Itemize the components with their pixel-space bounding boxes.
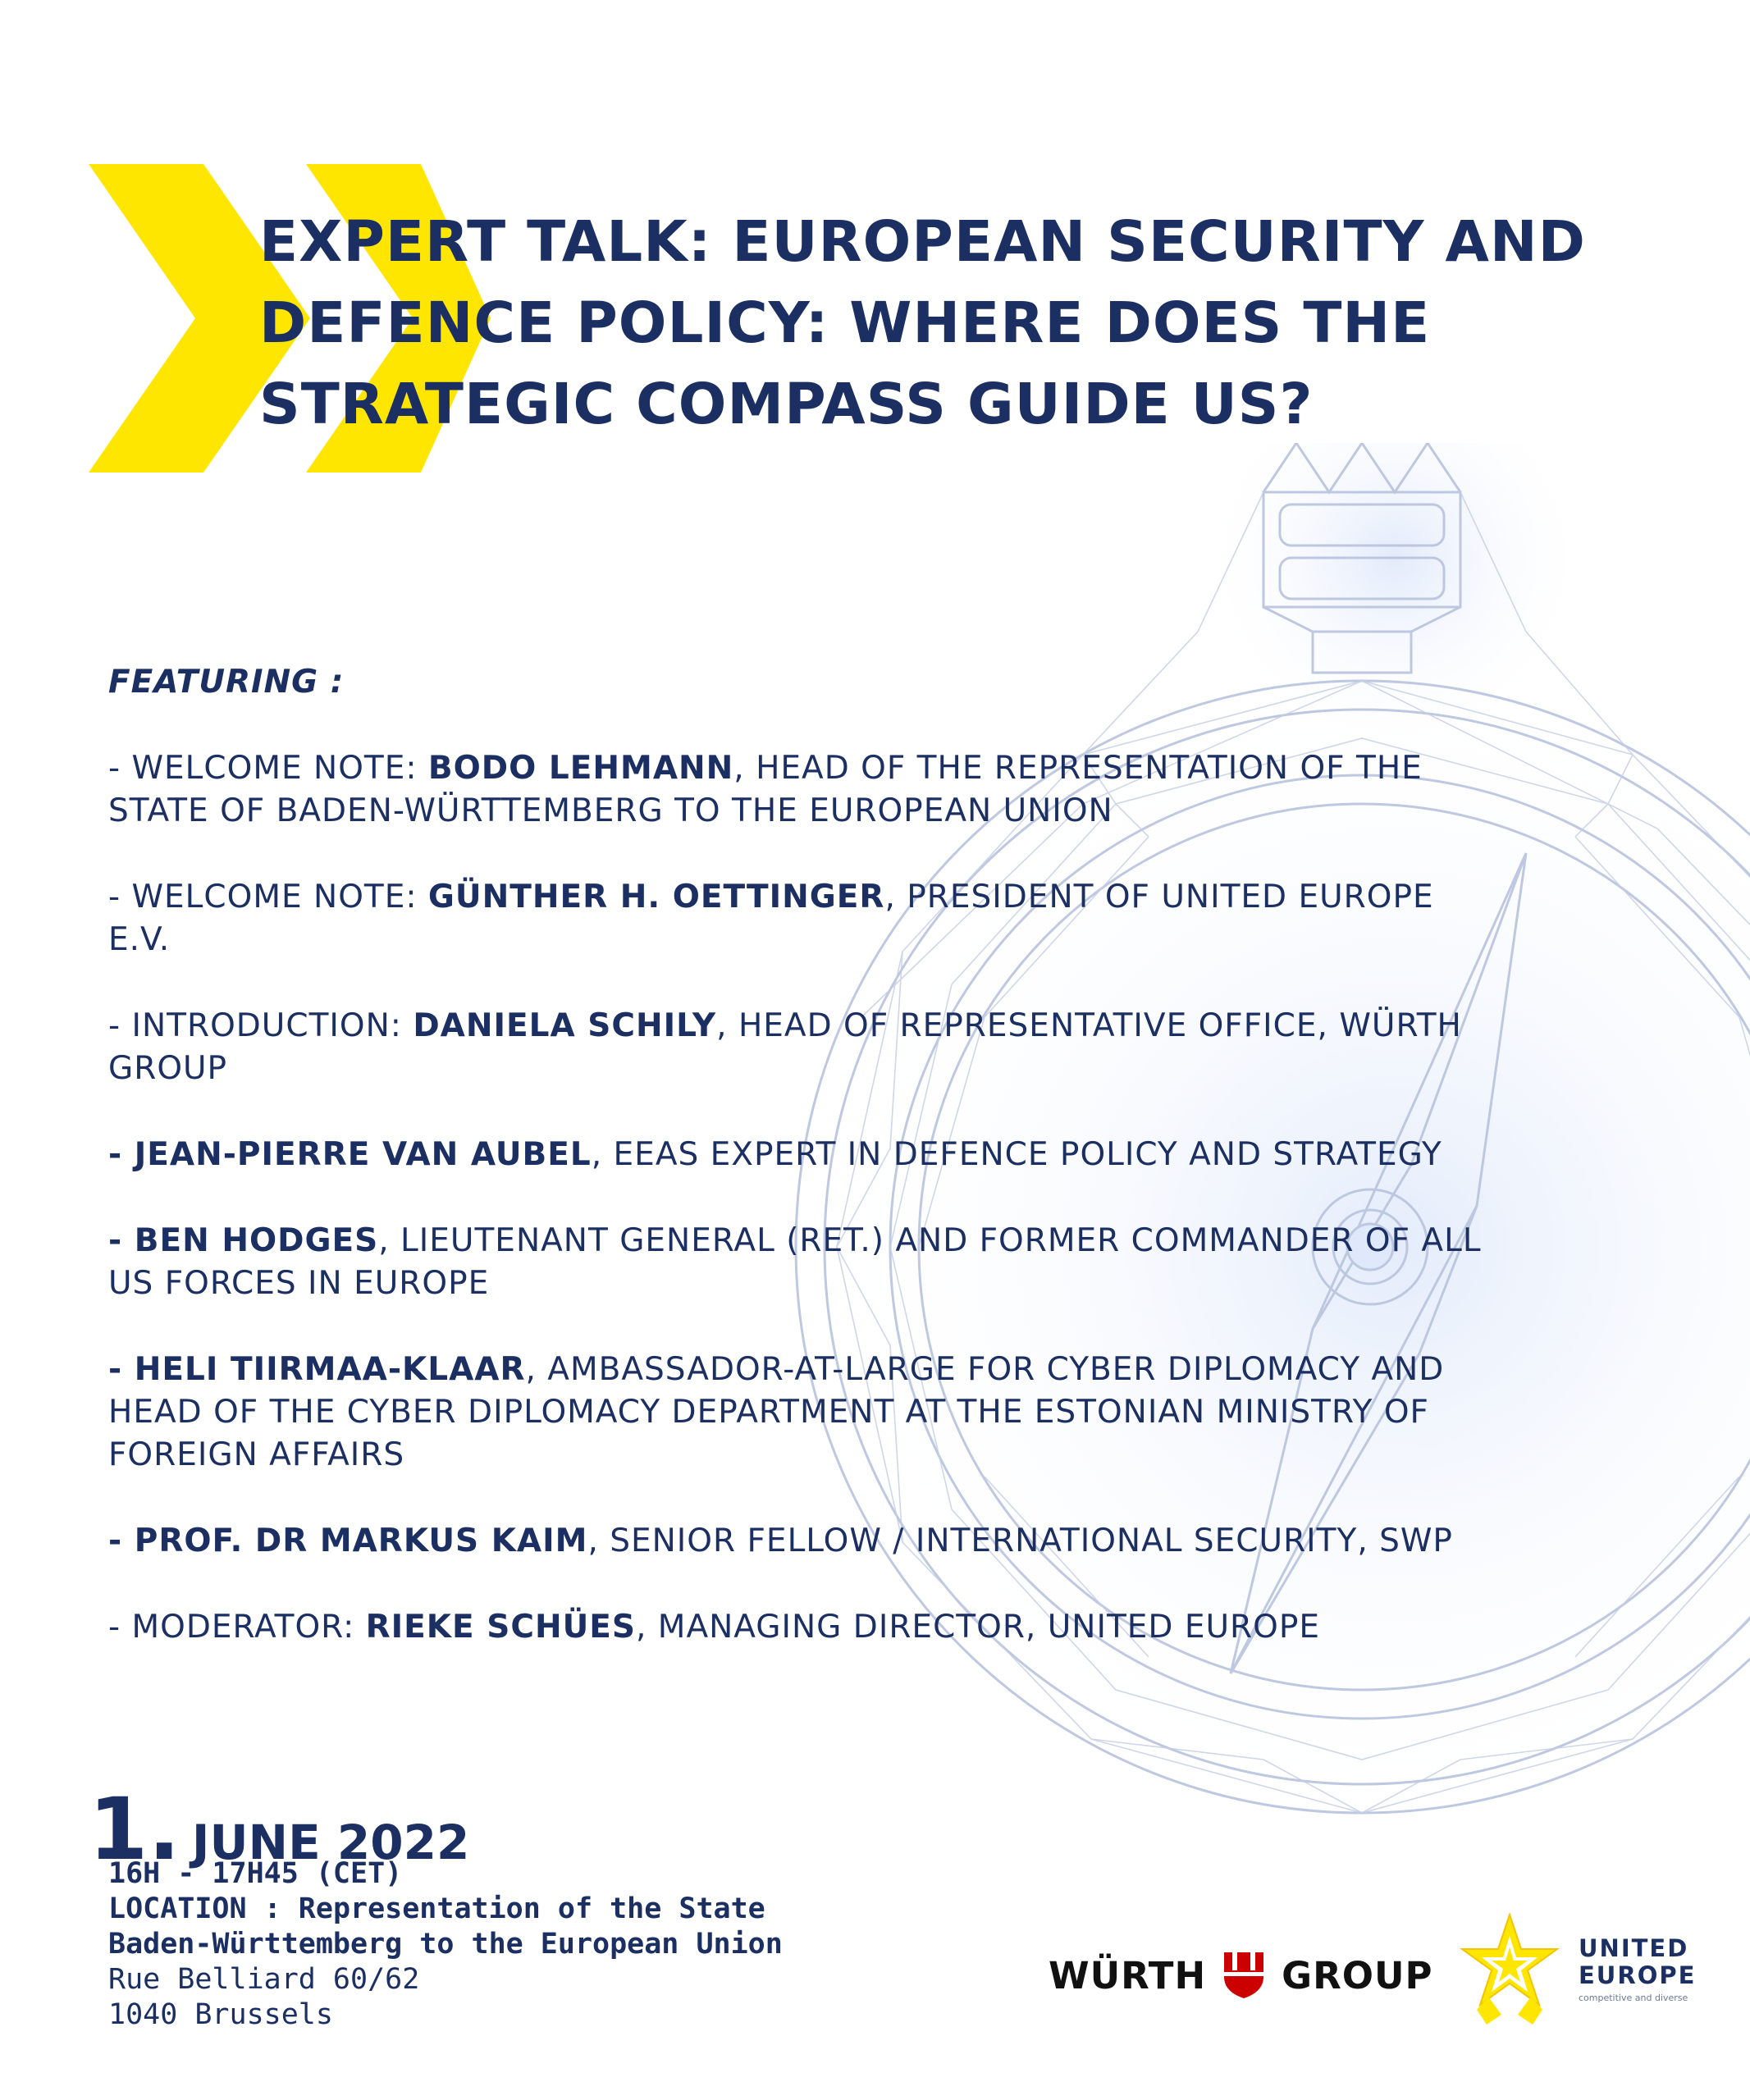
- item-description: , PRESIDENT OF UNITED EUROPE E.V.: [108, 879, 1434, 958]
- ue-tagline: competitive and diverse: [1579, 1992, 1688, 2003]
- location-venue-1: Representation of the State: [298, 1892, 765, 1925]
- location-city: 1040 Brussels: [108, 1998, 333, 2031]
- location-street: Rue Belliard 60/62: [108, 1963, 420, 1996]
- location-venue-2: Baden-Württemberg to the European Union: [108, 1928, 783, 1961]
- item-speaker-name: DANIELA SCHILY: [413, 1007, 717, 1044]
- list-item: [108, 1220, 1487, 1305]
- list-item: [108, 747, 1487, 833]
- title-line-2: DEFENCE POLICY: WHERE DOES THE: [259, 290, 1431, 356]
- event-time: 16H - 17H45 (CET): [108, 1857, 403, 1890]
- event-details: [108, 1856, 783, 2033]
- item-speaker-name: RIEKE SCHÜES: [365, 1609, 636, 1646]
- ue-logo-line-1: UNITED: [1579, 1933, 1689, 1962]
- item-speaker-name: - PROF. DR MARKUS KAIM: [108, 1522, 588, 1559]
- list-item: [108, 1134, 1487, 1176]
- location-label: LOCATION: [108, 1892, 247, 1925]
- item-description: , LIEUTENANT GENERAL (RET.) AND FORMER COMMANDER OF ALL US FORCES IN EUROPE: [108, 1222, 1482, 1302]
- title-line-1: EXPERT TALK: EUROPEAN SECURITY AND: [259, 209, 1586, 275]
- item-description: , MANAGING DIRECTOR, UNITED EUROPE: [636, 1609, 1320, 1646]
- united-europe-logo: [1452, 1911, 1696, 2026]
- event-day: 1.: [89, 1779, 180, 1879]
- wurth-logo-text-left: WÜRTH: [1049, 1953, 1207, 1997]
- speaker-list: [108, 661, 1487, 1692]
- item-role: - WELCOME NOTE:: [108, 879, 428, 915]
- list-item: [108, 1005, 1487, 1090]
- item-speaker-name: GÜNTHER H. OETTINGER: [427, 879, 885, 915]
- title-line-3: STRATEGIC COMPASS GUIDE US?: [259, 372, 1314, 437]
- item-role: - INTRODUCTION:: [108, 1007, 414, 1044]
- item-description: , SENIOR FELLOW / INTERNATIONAL SECURITY, SWP: [587, 1522, 1453, 1559]
- item-description: , AMBASSADOR-AT-LARGE FOR CYBER DIPLOMACY AND HEAD OF THE CYBER DIPLOMACY DEPARTMENT AT THE ESTONIAN MINISTRY OF FOREIGN AFFAIRS: [108, 1351, 1445, 1473]
- united-europe-star-icon: [1452, 1911, 1567, 2026]
- item-role: - WELCOME NOTE:: [108, 750, 428, 787]
- featuring-label: FEATURING :: [108, 664, 345, 701]
- event-month-year: JUNE 2022: [191, 1815, 470, 1870]
- event-title: [259, 202, 1654, 445]
- item-speaker-name: BODO LEHMANN: [427, 750, 734, 787]
- ue-logo-line-2: EUROPE: [1579, 1961, 1697, 1989]
- wurth-group-logo: [1049, 1951, 1433, 2000]
- list-item: [108, 876, 1487, 961]
- wurth-emblem-icon: [1222, 1951, 1265, 2000]
- item-speaker-name: - JEAN-PIERRE VAN AUBEL: [108, 1136, 592, 1173]
- event-location-line-1: [108, 1892, 783, 1927]
- location-separator: :: [246, 1892, 299, 1925]
- item-speaker-name: - BEN HODGES: [108, 1222, 379, 1259]
- list-item: [108, 1520, 1487, 1563]
- item-description: , HEAD OF THE REPRESENTATION OF THE STATE OF BADEN-WÜRTTEMBERG TO THE EUROPEAN UNION: [108, 750, 1423, 829]
- item-description: , HEAD OF REPRESENTATIVE OFFICE, WÜRTH GROUP: [108, 1007, 1462, 1087]
- wurth-logo-text-right: GROUP: [1282, 1953, 1433, 1997]
- list-item: [108, 1349, 1487, 1477]
- item-speaker-name: - HELI TIIRMAA-KLAAR: [108, 1351, 526, 1388]
- list-item: [108, 1606, 1487, 1649]
- item-description: , EEAS EXPERT IN DEFENCE POLICY AND STRATEGY: [591, 1136, 1442, 1173]
- item-role: - MODERATOR:: [108, 1609, 366, 1646]
